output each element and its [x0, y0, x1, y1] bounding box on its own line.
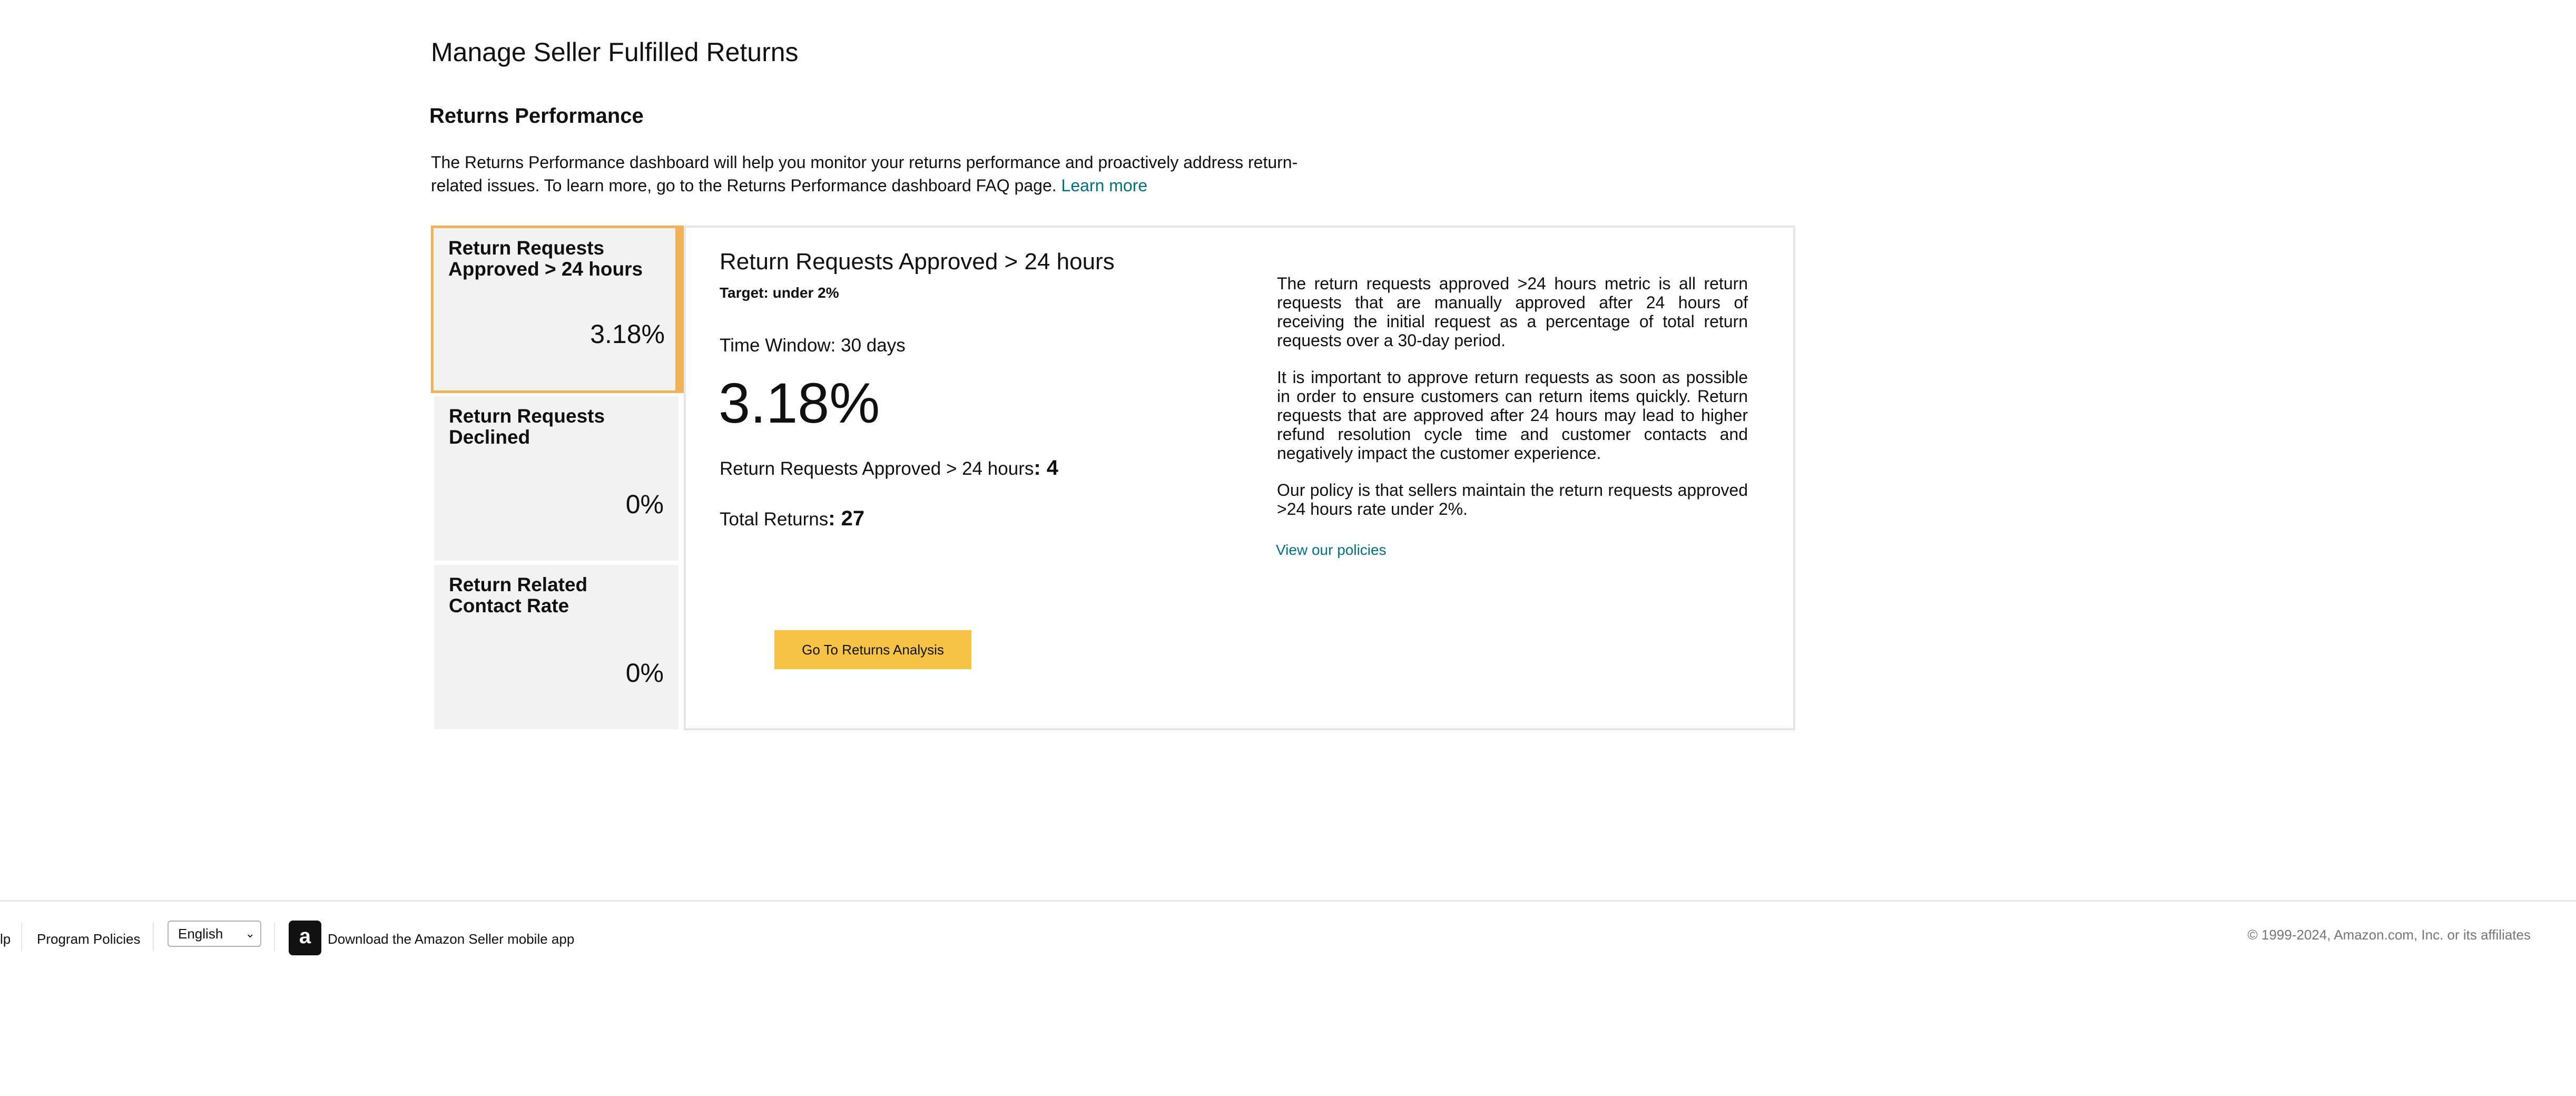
tile-contact-rate[interactable]: [434, 565, 679, 729]
detail-approved-count: Return Requests Approved > 24 hours: 4: [720, 456, 1059, 480]
detail-target: Target: under 2%: [720, 285, 839, 301]
go-to-returns-analysis-button[interactable]: Go To Returns Analysis: [774, 630, 971, 669]
total-returns-value: 27: [841, 507, 865, 530]
total-returns-label: Total Returns: [720, 509, 829, 530]
description-para-2: It is important to approve return requests as soon as possible in order to ensure customers can return items quickly. Return requests that are approved after 24 hours may lead to higher refund resolution cycle time and customer contacts and negatively impact the customer experience.: [1277, 368, 1748, 463]
learn-more-link[interactable]: Learn more: [1061, 176, 1148, 195]
detail-big-value: 3.18%: [719, 371, 880, 435]
detail-description: [1277, 274, 1748, 536]
page-title: Manage Seller Fulfilled Returns: [431, 37, 799, 67]
footer: [0, 900, 2576, 1096]
chevron-down-icon: ⌄: [245, 927, 255, 940]
detail-total-returns: Total Returns: 27: [720, 507, 865, 530]
tile-declined[interactable]: [434, 396, 679, 561]
detail-time-window: Time Window: 30 days: [720, 335, 906, 356]
footer-divider: [21, 923, 22, 951]
view-policies-link[interactable]: View our policies: [1276, 542, 1387, 558]
footer-help-link[interactable]: lp: [0, 931, 11, 947]
footer-divider: [153, 923, 154, 951]
description-para-1: The return requests approved >24 hours metric is all return requests that are manually approved after 24 hours of receiving the initial request as a percentage of total return requests over a 30-day period.: [1277, 274, 1748, 350]
language-select[interactable]: [168, 921, 261, 947]
language-selected: English: [178, 926, 223, 942]
section-title: Returns Performance: [429, 104, 644, 128]
intro-text: [431, 151, 1316, 197]
amazon-app-icon[interactable]: a: [289, 921, 321, 955]
approved-count-label: Return Requests Approved > 24 hours: [720, 458, 1034, 479]
approved-count-value: 4: [1046, 456, 1059, 480]
intro-body: The Returns Performance dashboard will help you monitor your returns performance and proactively address return-related issues. To learn more, go to the Returns Performance dashboard FAQ page.: [431, 153, 1298, 195]
tile-value: 3.18%: [590, 319, 665, 349]
tile-value: 0%: [625, 658, 664, 688]
tile-approved-24h[interactable]: [431, 226, 684, 393]
tile-title: Return Requests Approved > 24 hours: [448, 237, 643, 280]
download-app-link[interactable]: Download the Amazon Seller mobile app: [328, 931, 575, 947]
copyright-text: © 1999-2024, Amazon.com, Inc. or its affiliates: [2247, 927, 2531, 943]
tile-title: Return Requests Declined: [449, 405, 605, 448]
tile-value: 0%: [625, 490, 664, 519]
tile-title: Return Related Contact Rate: [449, 574, 588, 616]
detail-title: Return Requests Approved > 24 hours: [720, 249, 1115, 275]
description-para-3: Our policy is that sellers maintain the return requests approved >24 hours rate under 2%.: [1277, 481, 1748, 518]
footer-program-policies-link[interactable]: Program Policies: [37, 931, 141, 947]
detail-panel: [684, 226, 1795, 730]
footer-divider: [274, 923, 275, 951]
